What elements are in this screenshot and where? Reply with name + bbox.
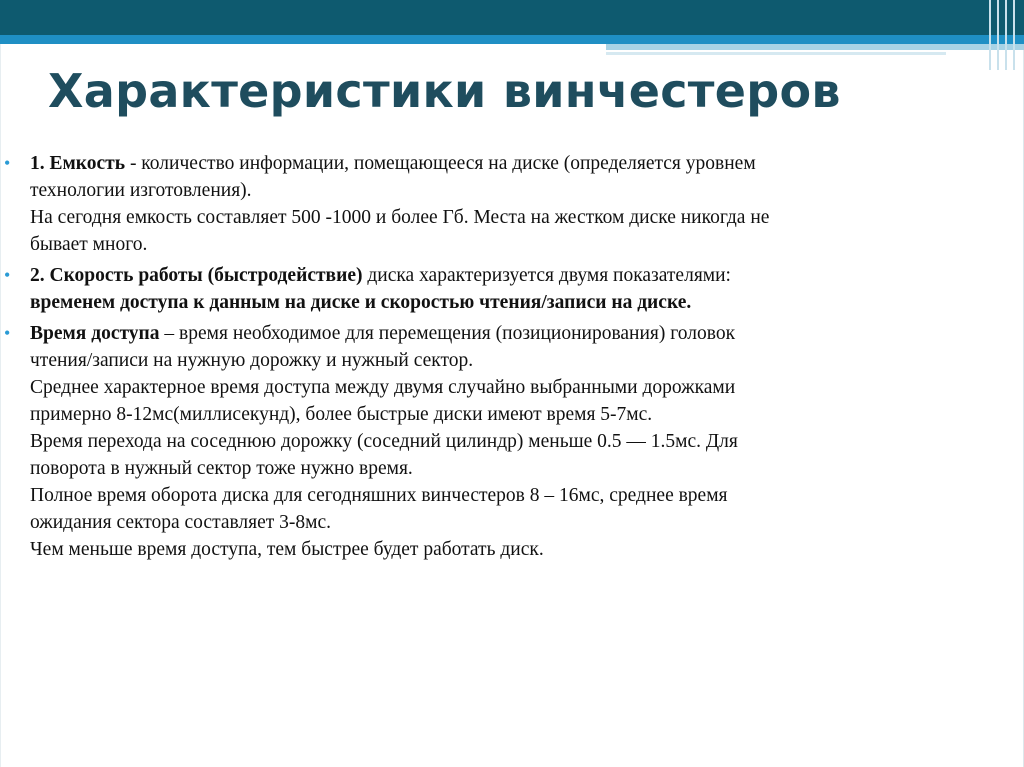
list-item-access-time: • Время доступа – время необходимое для перемещения (позиционирования) головок чтения/записи на нужную дорожку и нужный сектор. Среднее характерное время доступа между двумя случайно выбранными дорожками примерно 8-12мс(миллисекунд), более быстрые диски имеют время 5-7мс. Время перехода на соседнюю дорожку (соседний цилиндр) меньше 0.5 — 1.5мс. Для поворота в нужный сектор тоже нужно время. Полное время оборота диска для сегодняшних винчестеров 8 – 16мс, среднее время ожидания сектора составляет 3-8мс. Чем меньше время доступа, тем быстрее будет работать диск. — [30, 320, 990, 563]
list-item-speed: • 2. Скорость работы (быстродействие) диска характеризуется двумя показателями: временем доступа к данным на диске и скоростью чтения/записи на диске. — [30, 262, 990, 316]
header-vertical-lines — [985, 0, 1024, 70]
header-strip-top — [606, 44, 1024, 50]
term-capacity: 1. Емкость — [30, 153, 126, 174]
header-accent-bar — [0, 35, 1024, 44]
bullet-icon: • — [4, 265, 11, 285]
term-access-time: Время доступа — [30, 323, 160, 344]
speed-metrics: временем доступа к данным на диске и скоростью чтения/записи на диске. — [30, 292, 692, 313]
header-strip-bottom — [606, 52, 946, 55]
term-speed: 2. Скорость работы (быстродействие) — [30, 265, 363, 286]
header-dark-bar — [0, 0, 1024, 35]
bullet-icon: • — [4, 323, 11, 343]
list-item-capacity: • 1. Емкость - количество информации, помещающееся на диске (определяется уровнем технологии изготовления). На сегодня емкость составляет 500 -1000 и более Гб. Места на жестком диске никогда не бывает много. — [30, 150, 990, 258]
slide-left-border — [0, 0, 1, 767]
slide-title: Характеристики винчестеров — [48, 64, 841, 118]
bullet-list — [4, 150, 990, 567]
bullet-icon: • — [4, 153, 11, 173]
